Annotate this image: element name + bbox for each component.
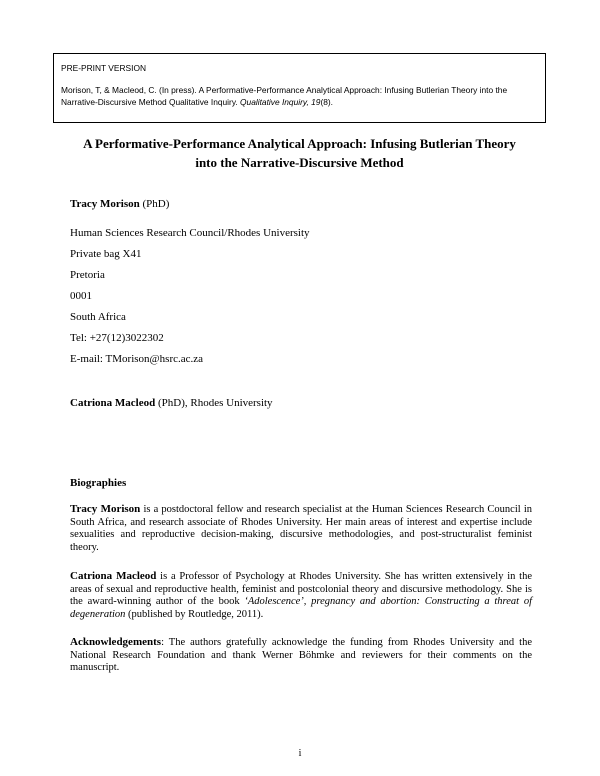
author1-degree: (PhD): [139, 198, 170, 210]
biographies-heading: Biographies: [70, 477, 127, 489]
bio1-text: is a postdoctoral fellow and research specialist at the Human Sciences Research Council in South Africa, and research associate of Rhodes University. Her main areas of interest and expertise include sexualities and reproductive decision-making, discursive methodologies, and post-structuralist feminist theory.: [70, 504, 532, 553]
author2-heading: [70, 397, 273, 410]
bio1-name: Tracy Morison: [70, 503, 141, 515]
acknowledgements-text: : The authors gratefully acknowledge the funding from Rhodes University and the National Research Foundation and thank Werner Böhmke and reviewers for their comments on the manuscript.: [70, 637, 532, 673]
author1-postcode: 0001: [70, 290, 92, 302]
author1-city: Pretoria: [70, 269, 105, 281]
author1-heading: [70, 198, 169, 211]
page-number: i: [298, 748, 302, 759]
citation-journal: Qualitative Inquiry, 19: [240, 97, 321, 107]
citation-issue: (8).: [320, 97, 333, 107]
preprint-label: PRE-PRINT VERSION: [61, 63, 147, 73]
author1-country: South Africa: [70, 311, 126, 323]
author1-postal: Private bag X41: [70, 248, 142, 260]
acknowledgements-label: Acknowledgements: [70, 636, 162, 648]
author1-email[interactable]: E-mail: TMorison@hsrc.ac.za: [70, 353, 204, 365]
bio-paragraph-1: [70, 503, 532, 554]
author1-affiliation: Human Sciences Research Council/Rhodes University: [70, 227, 310, 239]
bio-paragraph-2: [70, 570, 532, 621]
bio2-end: (published by Routledge, 2011).: [125, 608, 264, 620]
title-line-2: into the Narrative-Discursive Method: [195, 155, 404, 170]
acknowledgements-paragraph: [70, 636, 532, 675]
bio2-text: is a Professor of Psychology at Rhodes University. She has written extensively in the areas of sexual and reproductive health, feminist and postcolonial theory and discursive methodology. She is the award-winning author of the book: [70, 571, 532, 607]
author2-affiliation: (PhD), Rhodes University: [155, 397, 273, 409]
author2-name: Catriona Macleod: [70, 397, 156, 409]
citation-plain: Morison, T, & Macleod, C. (In press). A Performative-Performance Analytical Approach: Infusing Butlerian Theory into the Narrative-Discursive Method Qualitative Inquiry.: [61, 85, 508, 107]
bio2-name: Catriona Macleod: [70, 570, 157, 582]
author1-name: Tracy Morison: [70, 198, 140, 210]
author1-phone: Tel: +27(12)3022302: [70, 332, 164, 344]
title-line-1: A Performative-Performance Analytical Approach: Infusing Butlerian Theory: [83, 136, 516, 151]
bio2-book-title: ‘Adolescence’, pregnancy and abortion: Constructing a threat of degeneration: [70, 596, 532, 620]
preprint-notice-box: [53, 53, 546, 123]
paper-title: [53, 134, 546, 172]
citation-text: [61, 84, 538, 108]
